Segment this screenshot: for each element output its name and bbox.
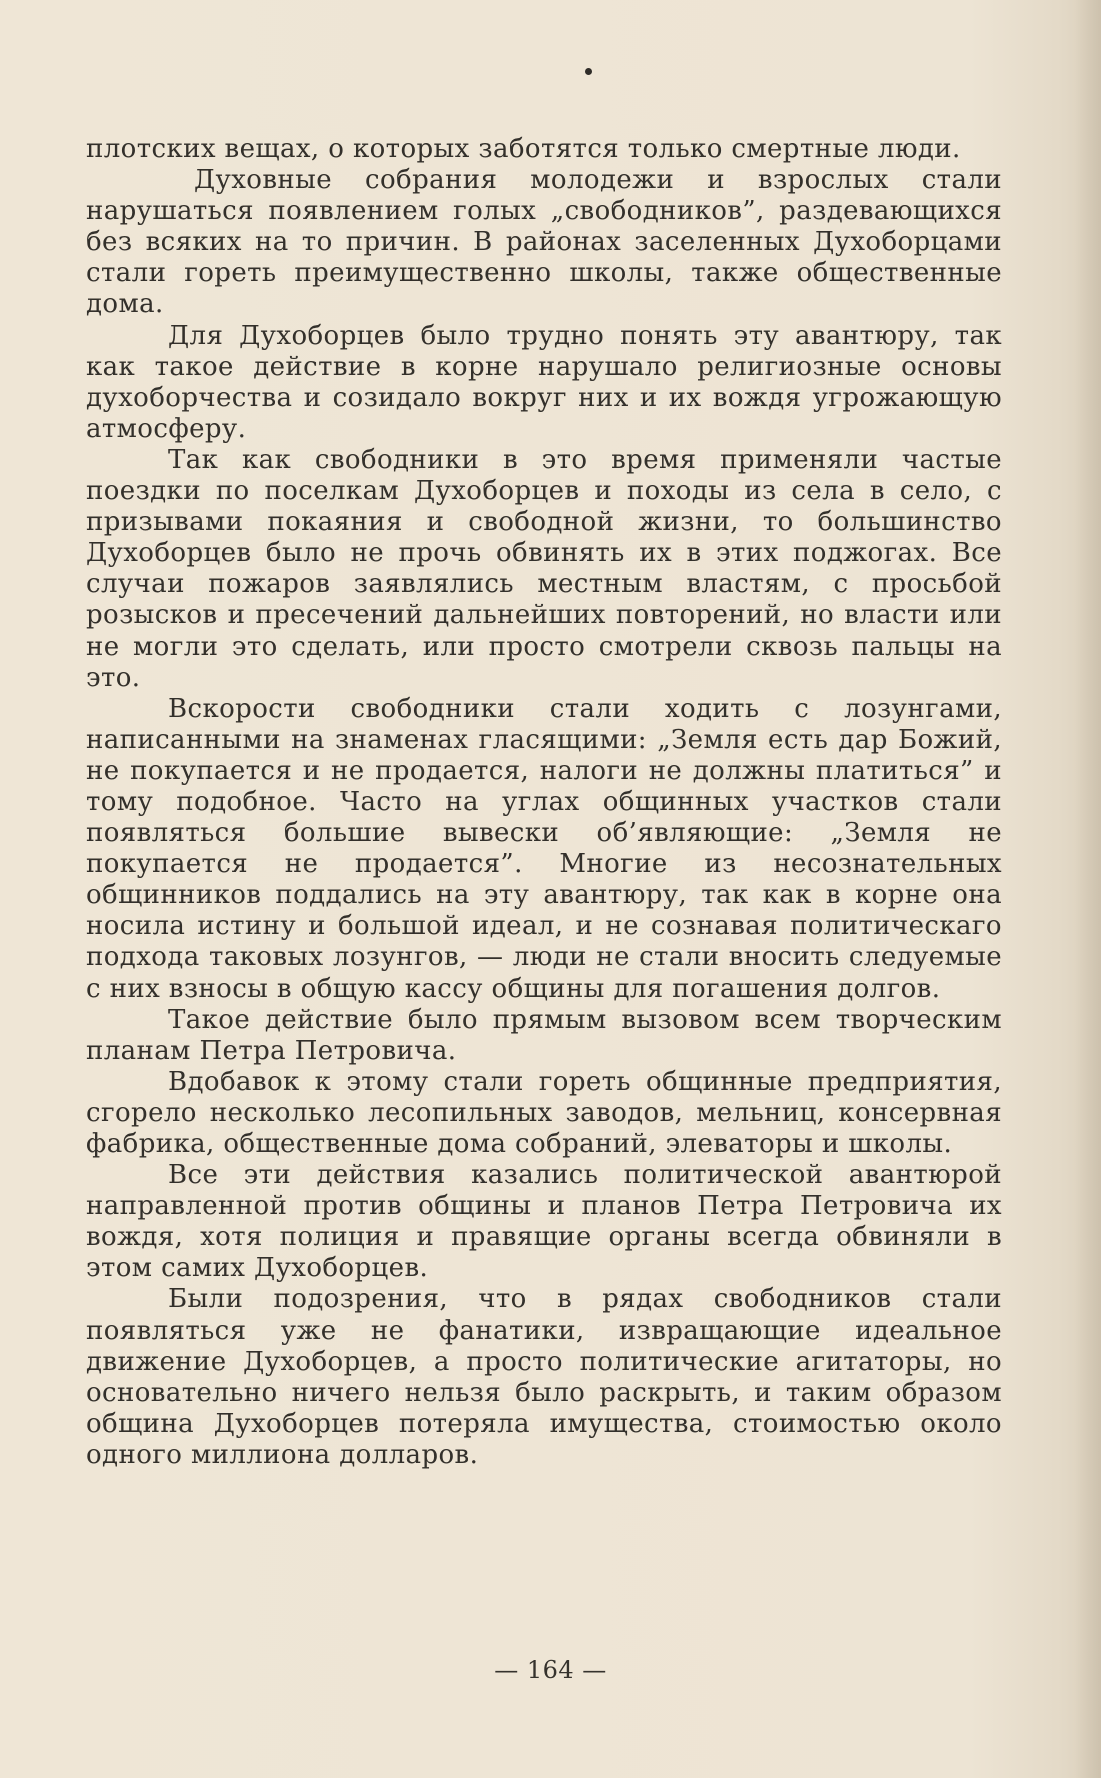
paragraph-5: Вскорости свободники стали ходить с лозунгами, написанными на знаменах гласящими: „Земля есть дар Божий, не покупается и не продается, налоги не должны платиться” и тому подобное. Часто на углах общинных участков стали появляться большие вывески об’являющие: „Земля не покупается не продается”. Многие из несознательных общинников поддались на эту авантюру, так как в корне она носила истину и большой идеал, и не сознавая политическаго подхода таковых лозунгов, — люди не стали вносить следуемые с них взносы в общую кассу общины для погашения долгов. (86, 693, 1002, 1004)
paragraph-2: Духовные собрания молодежи и взрослых стали нарушаться появлением голых „свободников”, раздевающихся без всяких на то причин. В районах заселенных Духоборцами стали гореть преимущественно школы, также общественные дома. (86, 165, 1002, 320)
paragraph-9: Были подозрения, что в рядах свободников стали появляться уже не фанатики, извращающие идеальное движение Духоборцев, а просто политические агитаторы, но основательно ничего нельзя было раскрыть, и таким образом община Духоборцев потеряла имущества, стоимостью около одного миллиона долларов. (86, 1284, 1002, 1470)
paragraph-4: Так как свободники в это время применяли частые поездки по поселкам Духоборцев и походы из села в село, с призывами покаяния и свободной жизни, то большинство Духоборцев было не прочь обвинять их в этих поджогах. Все случаи пожаров заявлялись местным властям, с просьбой розысков и пресечений дальнейших повторений, но власти или не могли это сделать, или просто смотрели сквозь пальцы на это. (86, 444, 1002, 693)
paragraph-1: плотских вещах, о которых заботятся только смертные люди. (86, 134, 961, 164)
paragraph-3: Для Духоборцев было трудно понять эту авантюру, так как такое действие в корне нарушало религиозные основы духоборчества и созидало вокруг них и их вождя угрожающую атмосферу. (86, 320, 1002, 444)
body-text (86, 134, 1002, 1471)
paragraph-7: Вдобавок к этому стали гореть общинные предприятия, сгорело несколько лесопильных заводов, мельниц, консервная фабрика, общественные дома собраний, элеваторы и школы. (86, 1066, 1002, 1159)
page-number: — 164 — (494, 1656, 607, 1684)
paragraph-6: Такое действие было прямым вызовом всем творческим планам Петра Петровича. (86, 1004, 1002, 1066)
top-dot-mark (585, 68, 592, 75)
paragraph-8: Все эти действия казались политической авантюрой направленной против общины и планов Петра Петровича их вождя, хотя полиция и правящие органы всегда обвиняли в этом самих Духоборцев. (86, 1160, 1002, 1284)
